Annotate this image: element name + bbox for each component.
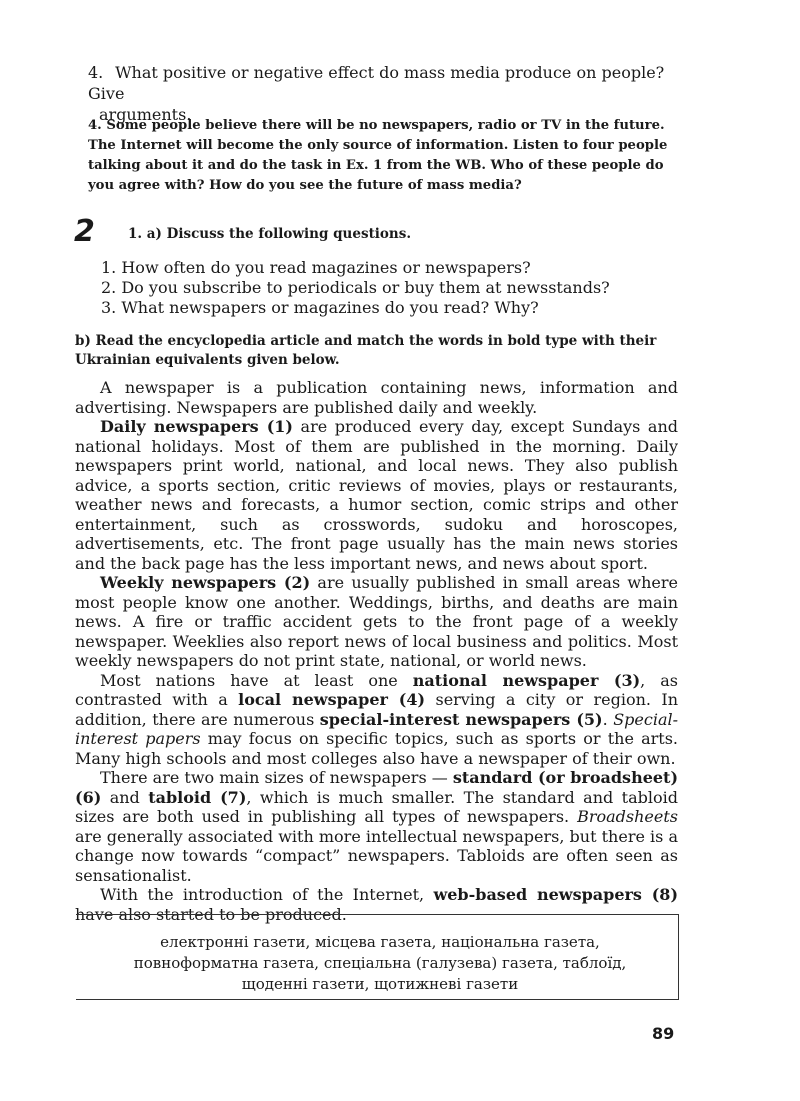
paragraph-text: are usually published in small areas where most people know one another. Weddings, births, and deaths are main news. A fire or traffic accident gets to the front page of a weekly newspaper. Weeklies also report news of local business and politics. Most weekly newspapers do not print state, national, or world news. xyxy=(75,573,678,670)
section-number: 2 xyxy=(74,214,95,249)
bold-term: special-interest newspapers (5) xyxy=(319,709,603,729)
question-4-text: What positive or negative effect do mass media produce on people? Give xyxy=(88,63,665,103)
list-item: 1. How often do you read magazines or newspapers? xyxy=(101,258,531,277)
article-paragraph xyxy=(75,417,678,573)
box-right-rule xyxy=(678,914,679,1000)
box-top-rule xyxy=(76,914,679,915)
bold-term: web-based newspapers (8) xyxy=(433,885,679,904)
paragraph-text: and xyxy=(101,787,149,807)
paragraph-text: may focus on specific topics, such as sports or the arts. Many high schools and most colleges also have a newspaper of their own. xyxy=(75,729,679,768)
ukrainian-line: щоденні газети, щотижневі газети xyxy=(241,975,519,993)
paragraph-text: , as contrasted with a xyxy=(75,670,678,709)
question-4-number: 4. xyxy=(88,63,104,82)
list-item: 3. What newspapers or magazines do you read? Why? xyxy=(101,298,539,317)
encyclopedia-article xyxy=(75,378,678,924)
bold-term: local newspaper (4) xyxy=(238,690,426,709)
bold-term: Daily newspapers (1) xyxy=(100,417,293,436)
paragraph-text: , which is much smaller. The standard and tabloid sizes are both used in publishing all types of newspapers. xyxy=(75,787,678,826)
paragraph-text: With the introduction of the Internet, xyxy=(100,885,434,904)
bold-term: Weekly newspapers (2) xyxy=(100,573,311,592)
ukrainian-line: електронні газети, місцева газета, національна газета, xyxy=(160,933,600,951)
article-paragraph xyxy=(75,768,678,885)
paragraph-text: . xyxy=(602,709,614,729)
bold-term: standard (or broadsheet) (6) xyxy=(75,768,679,807)
page-number: 89 xyxy=(652,1024,675,1043)
section-task-text: a) Discuss the following questions. xyxy=(146,226,412,242)
section-task xyxy=(128,226,411,242)
listening-task xyxy=(88,116,688,196)
bold-term: tabloid (7) xyxy=(148,787,247,807)
bold-term: national newspaper (3) xyxy=(412,670,641,690)
task-b-instruction: b) Read the encyclopedia article and match the words in bold type with their Ukrainian equivalents given below. xyxy=(75,333,657,368)
italic-term: Special-interest papers xyxy=(75,709,679,748)
list-item: 2. Do you subscribe to periodicals or buy them at newsstands? xyxy=(101,278,610,297)
article-paragraph: A newspaper is a publication containing news, information and advertising. Newspapers are published daily and weekly. xyxy=(75,378,678,417)
paragraph-text: There are two main sizes of newspapers — xyxy=(100,768,453,787)
paragraph-text: Most nations have at least one xyxy=(100,670,413,690)
paragraph-text: serving a city or region. In addition, there are numerous xyxy=(75,690,678,729)
paragraph-text: are generally associated with more intellectual newspapers, but there is a change now towards “compact” newspapers. Tabloids are often seen as sensationalist. xyxy=(75,826,678,885)
discussion-questions xyxy=(101,258,610,318)
article-paragraph xyxy=(75,573,678,671)
paragraph-text: are produced every day, except Sundays and national holidays. Most of them are published in the morning. Daily newspapers print world, national, and local news. They also publish advice, a sports section, critic reviews of movies, plays or restaurants, weather news and forecasts, a humor section, comic strips and other entertainment, such as crosswords, sudoku and horoscopes, advertisements, etc. The front page usually has the main news stories and the back page has the less important news, and news about sport. xyxy=(75,417,678,573)
italic-term: Broadsheets xyxy=(577,807,678,826)
listening-task-number: 4. xyxy=(88,118,102,133)
box-bottom-rule xyxy=(76,999,679,1000)
ukrainian-line: повноформатна газета, спеціальна (галузева) газета, таблоїд, xyxy=(133,954,627,972)
listening-task-text: Some people believe there will be no newspapers, radio or TV in the future. The Internet will become the only source of information. Listen to four people talking about it and do the task in Ex. 1 from the WB. Who of these people do you agree with? How do you see the future of mass media? xyxy=(88,118,668,193)
paragraph-text: have also started to be produced. xyxy=(75,904,347,924)
article-paragraph xyxy=(75,885,678,924)
section-task-number: 1. xyxy=(128,226,143,242)
ukrainian-equivalents-box xyxy=(90,932,670,995)
question-4-continuation: arguments. xyxy=(99,105,192,124)
article-paragraph xyxy=(75,671,678,769)
